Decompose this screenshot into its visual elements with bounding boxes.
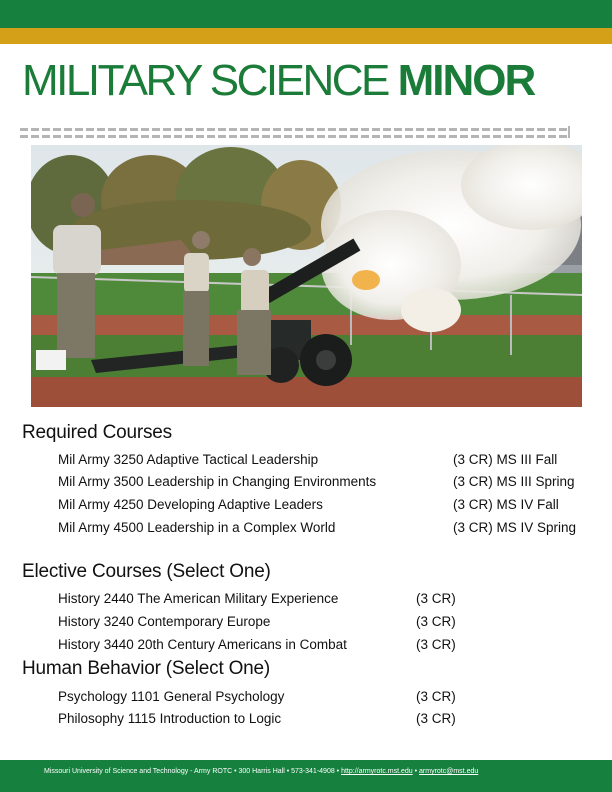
required-credit-1: (3 CR) MS III Fall (453, 452, 558, 467)
required-course-3: Mil Army 4250 Developing Adaptive Leaders (58, 497, 323, 512)
required-course-2: Mil Army 3500 Leadership in Changing Environments (58, 474, 377, 489)
footer-contact: Missouri University of Science and Technology - Army ROTC • 300 Harris Hall • 573-341-4908 • (44, 768, 340, 775)
required-credit-3: (3 CR) MS IV Fall (453, 497, 559, 512)
human-credit-1: (3 CR) (416, 689, 456, 704)
dashed-divider (20, 128, 568, 139)
footer-text (44, 768, 478, 775)
elective-credit-3: (3 CR) (416, 637, 456, 652)
required-course-4: Mil Army 4500 Leadership in a Complex World (58, 520, 336, 535)
footer-band (0, 760, 612, 792)
elective-course-2: History 3240 Contemporary Europe (58, 614, 271, 629)
required-credit-4: (3 CR) MS IV Spring (453, 520, 577, 535)
human-course-1: Psychology 1101 General Psychology (58, 689, 285, 704)
title-regular: MILITARY SCIENCE (22, 56, 388, 105)
page-title (22, 56, 534, 106)
elective-credit-2: (3 CR) (416, 614, 456, 629)
required-courses-heading: Required Courses (22, 422, 172, 443)
top-gold-band (0, 28, 612, 44)
human-behavior-heading: Human Behavior (Select One) (22, 658, 271, 679)
required-course-1: Mil Army 3250 Adaptive Tactical Leadership (58, 452, 319, 467)
elective-course-3: History 3440 20th Century Americans in Combat (58, 637, 347, 652)
footer-website-link[interactable]: http://armyrotc.mst.edu (341, 768, 413, 775)
footer-separator: • (412, 768, 420, 775)
human-course-2: Philosophy 1115 Introduction to Logic (58, 711, 282, 726)
dashed-divider-end (568, 126, 570, 138)
elective-credit-1: (3 CR) (416, 591, 456, 606)
footer-email-link[interactable]: armyrotc@mst.edu (419, 768, 479, 775)
howitzer-salute-photo (31, 145, 582, 407)
elective-course-1: History 2440 The American Military Experience (58, 591, 339, 606)
human-credit-2: (3 CR) (416, 711, 456, 726)
title-bold: MINOR (397, 56, 535, 105)
required-credit-2: (3 CR) MS III Spring (453, 474, 575, 489)
top-green-band (0, 0, 612, 28)
elective-courses-heading: Elective Courses (Select One) (22, 561, 271, 582)
